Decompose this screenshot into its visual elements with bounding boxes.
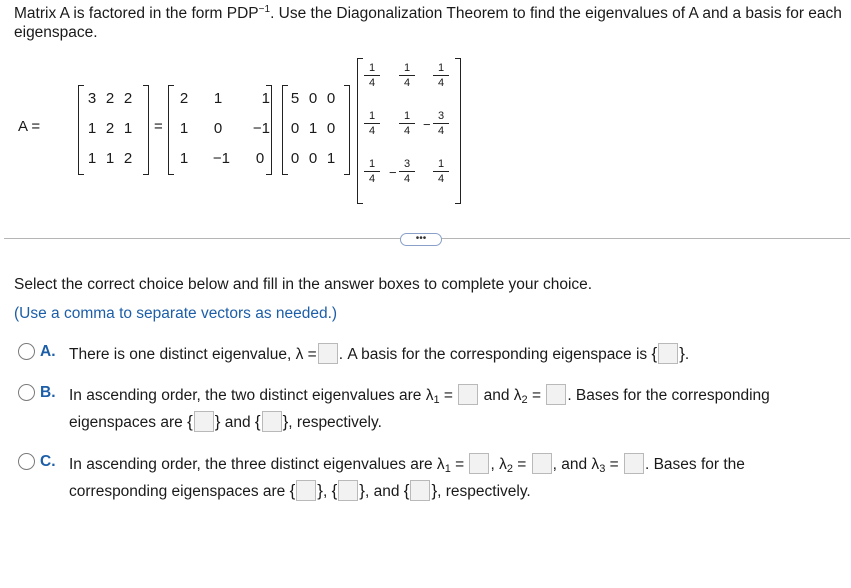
- matrix-d-cell: 1: [326, 150, 336, 167]
- matrix-d-cell: 0: [308, 150, 318, 167]
- prompt-exponent: −1: [258, 4, 271, 15]
- instruction-text: Select the correct choice below and fill in the answer boxes to complete your choice.: [14, 276, 593, 293]
- choice-b-text-5: . Bases for the corresponding: [567, 387, 770, 404]
- choice-b-text-1: In ascending order, the two distinct eigenvalues are λ: [69, 387, 434, 404]
- matrix-d-cell: 5: [290, 90, 300, 107]
- matrix-pinv-minus-sign: −: [423, 117, 431, 132]
- matrix-d-cell: 0: [326, 120, 336, 137]
- open-brace: {: [403, 481, 410, 500]
- choice-a-letter: A.: [40, 343, 56, 360]
- matrix-p-cell: 1: [213, 90, 223, 107]
- choice-c-text-9: ,: [322, 483, 332, 500]
- open-brace: {: [331, 481, 338, 500]
- matrix-pinv-fraction: $\frac{1}{4}$: [433, 62, 449, 89]
- close-brace: }: [679, 344, 685, 363]
- choice-c-text-1: In ascending order, the three distinct eigenvalues are λ: [69, 456, 445, 473]
- close-brace: }: [214, 412, 221, 431]
- close-brace: }: [317, 481, 323, 500]
- choice-c-letter: C.: [40, 453, 56, 470]
- choice-c-text-line-1: [69, 453, 745, 475]
- subscript: 1: [444, 463, 451, 475]
- matrix-d-cell: 1: [308, 120, 318, 137]
- choice-b-text-4: =: [527, 387, 541, 404]
- matrix-d-cell: 0: [308, 90, 318, 107]
- instruction-note: (Use a comma to separate vectors as needed.): [14, 305, 338, 322]
- choice-b-text-8: , respectively.: [288, 414, 382, 431]
- subscript: 1: [433, 394, 440, 406]
- choice-b-text-line-2: [69, 411, 382, 432]
- choice-c-text-11: , respectively.: [437, 483, 531, 500]
- matrix-p-cell: 1: [179, 150, 189, 167]
- matrix-a-cell: 2: [123, 90, 133, 107]
- choice-b-text-6: eigenspaces are: [69, 414, 183, 431]
- choice-c-basis3-input[interactable]: [410, 480, 430, 501]
- choice-c-text-line-2: [69, 480, 531, 501]
- matrix-d-cell: 0: [290, 120, 300, 137]
- matrix-a-cell: 2: [105, 120, 115, 137]
- choice-c-basis2-input[interactable]: [338, 480, 358, 501]
- matrix-a-cell: 3: [87, 90, 97, 107]
- matrix-a-label: A =: [18, 118, 41, 135]
- open-brace: {: [254, 412, 261, 431]
- choice-c-text-2: =: [450, 456, 465, 473]
- choice-c-text-6: =: [605, 456, 619, 473]
- choice-c-text-3: , λ: [490, 456, 507, 473]
- choice-b-text-line-1: [69, 384, 770, 406]
- close-brace: }: [359, 481, 365, 500]
- open-brace: {: [289, 481, 296, 500]
- matrix-a-cell: 1: [87, 120, 97, 137]
- matrix-d-cell: 0: [326, 90, 336, 107]
- matrix-p-cell: 0: [213, 120, 223, 137]
- choice-a-eigenvalue-input[interactable]: [318, 343, 338, 364]
- matrix-pinv-left-bracket: [357, 58, 363, 204]
- matrix-d-right-bracket: [344, 85, 350, 175]
- subscript: 3: [599, 463, 606, 475]
- more-options-button[interactable]: •••: [400, 233, 442, 246]
- open-brace: {: [651, 344, 658, 363]
- matrix-a-cell: 2: [123, 150, 133, 167]
- choice-c-lambda2-input[interactable]: [532, 453, 552, 474]
- choice-c-text-8: corresponding eigenspaces are: [69, 483, 286, 500]
- choice-b-lambda2-input[interactable]: [546, 384, 566, 405]
- choice-b-text-3: and λ: [479, 387, 522, 404]
- matrix-a-cell: 1: [105, 150, 115, 167]
- choice-c-text-4: =: [512, 456, 527, 473]
- choice-c-text-10: , and: [364, 483, 404, 500]
- matrix-p-cell: 2: [179, 90, 189, 107]
- matrix-p-cell: 1: [179, 120, 189, 137]
- matrix-pinv-fraction: $\frac{3}{4}$: [399, 158, 415, 185]
- choice-b-lambda1-input[interactable]: [458, 384, 478, 405]
- prompt-text-2: . Use the Diagonalization Theorem to find the eigenvalues of A and a basis for each eigenspace.: [14, 5, 842, 41]
- choice-c-lambda3-input[interactable]: [624, 453, 644, 474]
- choice-b-letter: B.: [40, 384, 56, 401]
- matrix-a-cell: 1: [123, 120, 133, 137]
- matrix-a-cell: 1: [87, 150, 97, 167]
- prompt-text-1: Matrix A is factored in the form PDP: [14, 5, 259, 22]
- choice-a-basis-input[interactable]: [658, 343, 678, 364]
- choice-c-text-5: , and λ: [552, 456, 600, 473]
- choice-c-text-7: . Bases for the: [644, 456, 745, 473]
- choice-c-lambda1-input[interactable]: [469, 453, 489, 474]
- matrix-pinv-minus-sign: −: [389, 165, 397, 180]
- choice-a-text: [69, 343, 689, 364]
- matrix-pinv-fraction: $\frac{3}{4}$: [433, 110, 449, 137]
- matrix-p-cell: 1: [261, 90, 270, 107]
- matrix-pinv-fraction: $\frac{1}{4}$: [364, 110, 380, 137]
- subscript: 2: [521, 394, 528, 406]
- matrix-p-cell: −1: [252, 120, 270, 137]
- subscript: 2: [506, 463, 513, 475]
- matrix-pinv-fraction: $\frac{1}{4}$: [364, 62, 380, 89]
- close-brace: }: [431, 481, 438, 500]
- matrix-p-cell: −1: [212, 150, 230, 167]
- choice-b-basis1-input[interactable]: [194, 411, 214, 432]
- matrix-a-right-bracket: [143, 85, 149, 175]
- open-brace: {: [187, 412, 193, 431]
- close-brace: }: [282, 412, 289, 431]
- matrix-p-cell: 0: [255, 150, 265, 167]
- equals-sign: =: [154, 118, 163, 135]
- choice-c-radio[interactable]: [18, 453, 35, 470]
- matrix-pinv-fraction: $\frac{1}{4}$: [433, 158, 449, 185]
- matrix-pinv-right-bracket: [455, 58, 461, 204]
- choice-a-text-2: . A basis for the corresponding eigenspace is: [338, 346, 648, 363]
- matrix-pinv-fraction: $\frac{1}{4}$: [399, 110, 415, 137]
- matrix-d-cell: 0: [290, 150, 300, 167]
- choice-a-radio[interactable]: [18, 343, 35, 360]
- matrix-pinv-fraction: $\frac{1}{4}$: [399, 62, 415, 89]
- choice-b-text-7: and: [220, 414, 255, 431]
- choice-a-text-3: .: [684, 346, 690, 363]
- matrix-a-cell: 2: [105, 90, 115, 107]
- choice-b-basis2-input[interactable]: [262, 411, 282, 432]
- matrix-pinv-fraction: $\frac{1}{4}$: [364, 158, 380, 185]
- question-prompt: [14, 4, 849, 42]
- choice-b-text-2: =: [439, 387, 453, 404]
- choice-a-text-1: There is one distinct eigenvalue, λ =: [69, 346, 317, 363]
- choice-b-radio[interactable]: [18, 384, 35, 401]
- choice-c-basis1-input[interactable]: [296, 480, 316, 501]
